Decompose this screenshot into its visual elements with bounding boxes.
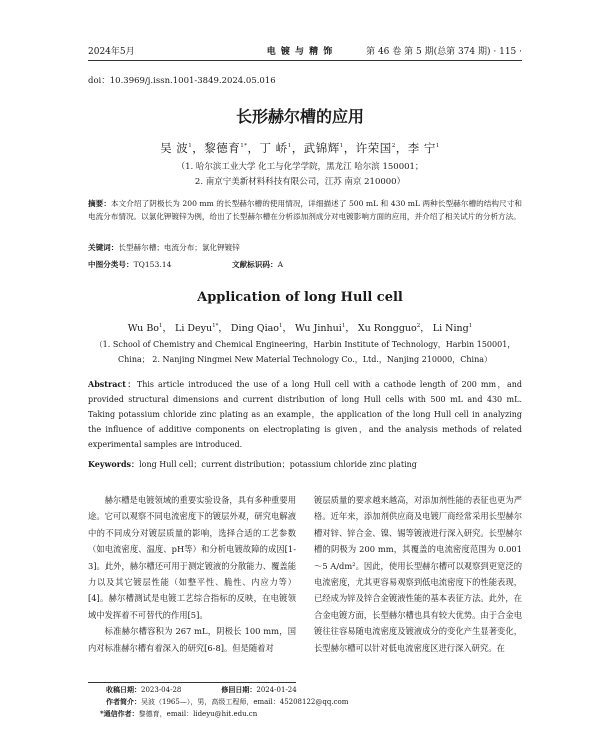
footnote-author-bio: 作者简介：吴波（1965—），男，高级工程师，email：45208122@qq.com xyxy=(106,697,349,706)
abstract-en-label: Abstract： xyxy=(88,379,137,389)
header-rule xyxy=(88,60,522,61)
body-column-left xyxy=(88,492,296,656)
body-column-right xyxy=(314,492,522,656)
affiliation-zh-2: 2. 南京宁美新材料科技有限公司，江苏 南京 210000） xyxy=(194,177,406,187)
header-date: 2024年5月 xyxy=(88,47,135,57)
author-zh: 许荣国$^2$ xyxy=(355,141,396,155)
footnotes xyxy=(88,684,522,720)
author-en: Wu Jinhui$^1$ xyxy=(295,322,346,334)
footnote-dates: 收稿日期：2023-04-28 修回日期：2024-01-24 xyxy=(106,685,297,694)
abstract-en-text: This article introduced the use of a long Hull cell with a cathode length of 200 mm，and provided structural dimensions and current distribution of long Hull cells with 500 mL and 430 mL. Taking potassium chloride zinc plating as an example，the application of the long Hull cell in analyzing the influence of additive components on electroplating is given，and the analysis methods of related experimental samples are introduced. xyxy=(88,380,522,449)
body-paragraph: 镀层质量的要求越来越高，对添加剂性能的表征也更为严格。近年来，添加剂供应商及电镀厂商经常采用长型赫尔槽对锌、锌合金、镍、锡等镀液进行深入研究。长型赫尔槽的阴极为 200 mm，其覆盖的电流密度范围为 0.001～5 A/dm²。因此，使用长型赫尔槽可以观察到更宽泛的电流密度，尤其更容易观察到低电流密度下的性能表现，已经成为锌及锌合金镀液性能的基本表征方法。此外，在合金电镀方面，长型赫尔槽也具有较大优势。由于合金电镀往往容易随电流密度及镀液成分的变化产生显著变化，长型赫尔槽可以针对低电流密度区进行深入研究。在 xyxy=(314,495,522,653)
author-zh: 吴 波$^1$ xyxy=(160,141,193,155)
doi: doi：10.3969/j.issn.1001-3849.2024.05.016 xyxy=(88,76,276,86)
document-code: 文献标识码：A xyxy=(232,260,284,269)
header-journal: 电 镀 与 精 饰 xyxy=(266,47,334,57)
keywords-en: Keywords：long Hull cell；current distribution；potassium chloride zinc plating xyxy=(88,459,417,469)
title-zh: 长形赫尔槽的应用 xyxy=(235,107,364,126)
authors-zh: 吴 波$^1$，黎德育$^{1*}$，丁 峤$^1$，武锦辉$^1$，许荣国$^2$，李 宁$^1$ xyxy=(160,141,440,155)
author-en: Ding Qiao$^1$ xyxy=(230,322,283,334)
author-en: Wu Bo$^1$ xyxy=(127,322,163,334)
affiliations-en xyxy=(88,337,522,367)
abstract-zh-label: 摘要： xyxy=(88,199,111,208)
footnote-corresponding: *通信作者：黎德育，email：lideyu@hit.edu.cn xyxy=(100,709,258,718)
body-paragraph: 赫尔槽是电镀领域的重要实验设备，具有多种重要用途。它可以观察不同电流密度下的镀层外观，研究电解液中的不同成分对镀层质量的影响，选择合适的工艺参数（如电流密度、温度、pH等）和分析电镀故障的成因[1-3]。此外，赫尔槽还可用于测定镀液的分散能力、覆盖能力以及其它镀层性能（如整平性、脆性、内应力等）[4]。赫尔槽测试是电镀工艺综合指标的反映，在电镀领域中发挥着不可替代的作用[5]。 xyxy=(88,495,296,620)
authors-en: Wu Bo$^1$， Li Deyu$^{1*}$， Ding Qiao$^1$， Wu Jinhui$^1$， Xu Rongguo$^2$， Li Ning$^1$ xyxy=(127,322,473,334)
author-en: Xu Rongguo$^2$ xyxy=(357,322,421,334)
keywords-zh: 关键词：长型赫尔槽；电流分布；氯化钾镀锌 xyxy=(88,243,240,252)
abstract-zh xyxy=(88,198,522,223)
header-volume-info: 第 46 卷 第 5 期(总第 374 期) xyxy=(366,47,491,57)
author-zh: 黎德育$^{1*}$ xyxy=(204,141,248,155)
abstract-en xyxy=(88,377,522,452)
author-zh: 武锦辉$^1$ xyxy=(303,141,344,155)
affiliation-en-1: （1. School of Chemistry and Chemical Engineering，Harbin Institute of Technology，Harbin 150001， xyxy=(94,340,516,349)
author-en: Li Ning$^1$ xyxy=(432,322,473,334)
body-paragraph: 标准赫尔槽容积为 267 mL，阴极长 100 mm，国内对标准赫尔槽有着深入的研究[6-8]。但是随着对 xyxy=(88,626,296,653)
header-page: · 115 · xyxy=(493,47,522,57)
title-en: Application of long Hull cell xyxy=(197,290,403,305)
header-volume xyxy=(366,44,522,57)
classification: 中图分类号：TQ153.14 xyxy=(88,260,172,269)
footnote-rule xyxy=(88,682,296,683)
affiliation-zh-1: （1. 哈尔滨工业大学 化工与化学学院，黑龙江 哈尔滨 150001； xyxy=(176,162,424,172)
abstract-zh-text: 本文介绍了阴极长为 200 mm 的长型赫尔槽的使用情况，详细描述了 500 mL 和 430 mL 两种长型赫尔槽的结构尺寸和电流分布情况。以氯化钾镀锌为例，给出了长型赫尔槽在分析添加剂成分对电镀影响方面的应用，并介绍了相关试片的分析方法。 xyxy=(88,199,523,221)
affiliation-en-2: China； 2. Nanjing Ningmei New Material Technology Co.，Ltd.，Nanjing 210000，China） xyxy=(117,355,492,364)
author-zh: 丁 峤$^1$ xyxy=(259,141,292,155)
author-zh: 李 宁$^1$ xyxy=(407,141,440,155)
author-en: Li Deyu$^{1*}$ xyxy=(175,322,219,334)
